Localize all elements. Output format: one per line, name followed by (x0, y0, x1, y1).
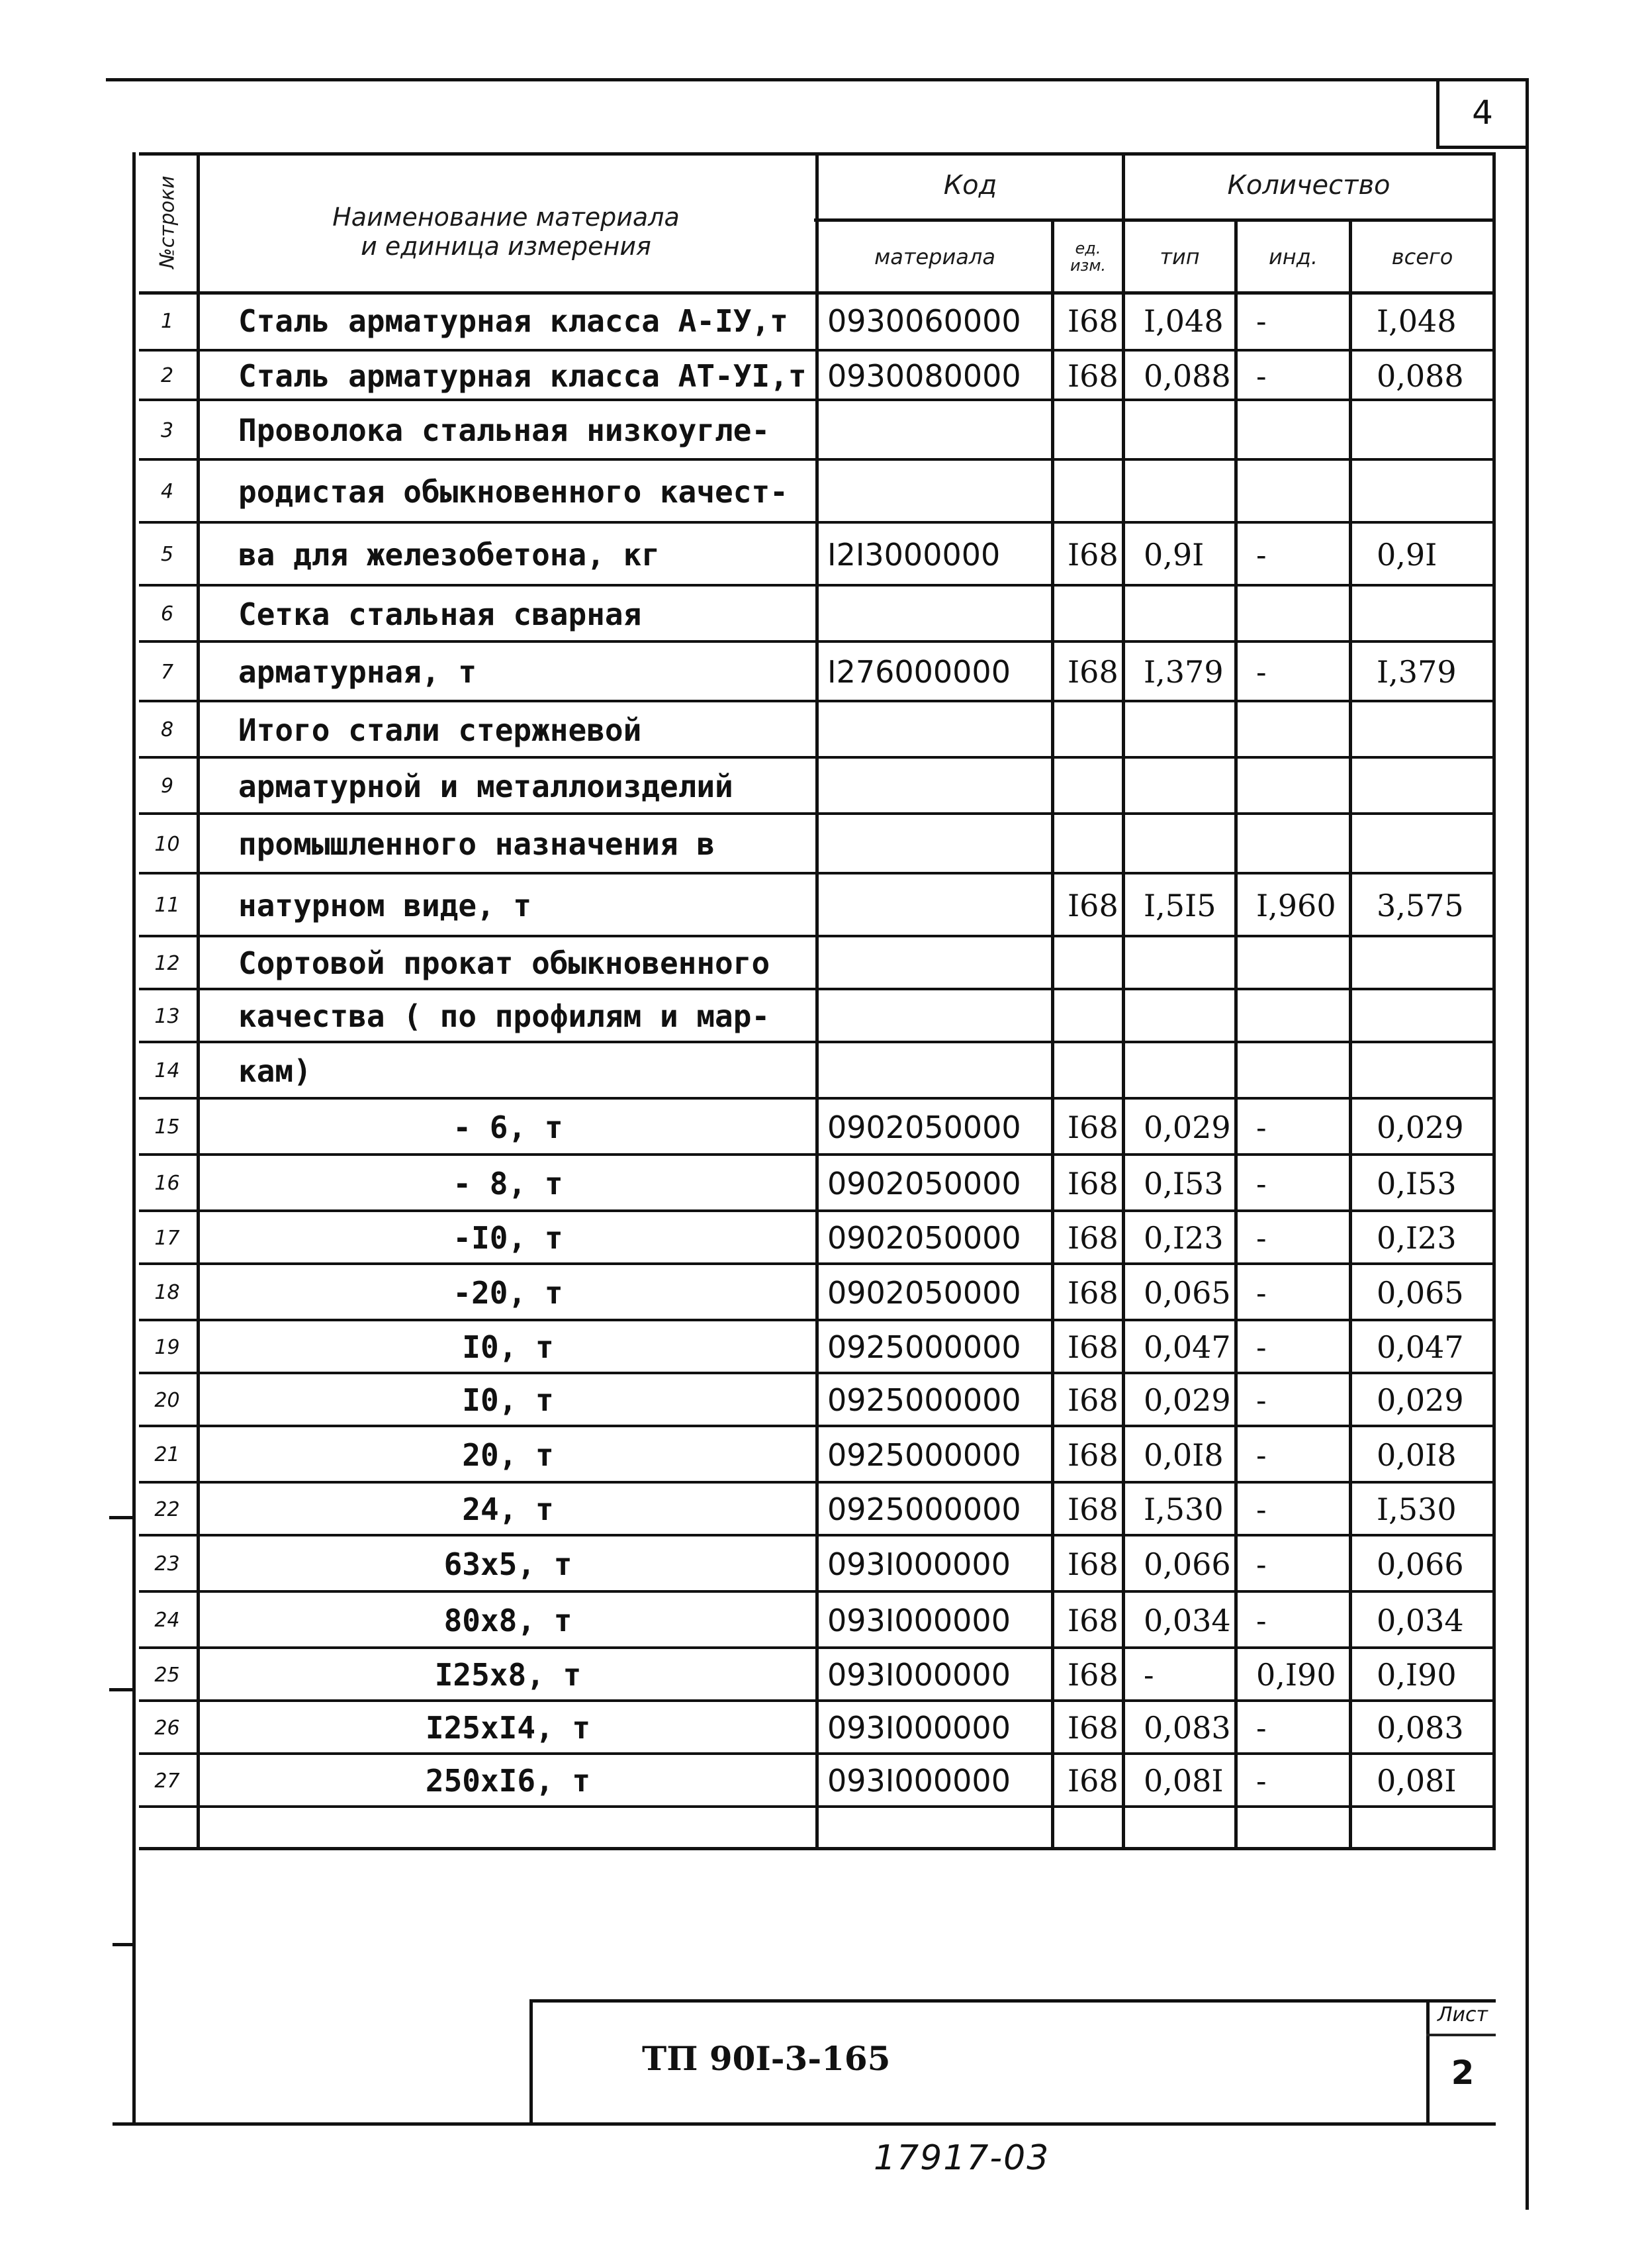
row-qty-total (1363, 460, 1496, 523)
row-qty-ind: - (1256, 1165, 1267, 1202)
row-qty-total (1363, 814, 1496, 874)
row-material-name: качества ( по профилям и мар- (238, 998, 770, 1034)
row-qty-total (1363, 702, 1496, 758)
header-code-group: Код (943, 170, 997, 201)
row-qty-ind: I,960 (1256, 887, 1336, 923)
table-row (139, 874, 1496, 937)
row-number: 8 (160, 718, 174, 741)
row-qty-typ (1138, 460, 1248, 523)
row-material-name: Сортовой прокат обыкновенного (238, 945, 770, 981)
row-qty-typ: 0,034 (1144, 1602, 1231, 1638)
row-material-name: I25xI4, т (425, 1710, 591, 1746)
header-name (200, 179, 812, 285)
row-material-code: 0902050000 (827, 1220, 1021, 1256)
table-row (139, 1374, 1496, 1427)
row-qty-total: 0,047 (1377, 1329, 1464, 1365)
row-number: 17 (154, 1226, 180, 1250)
row-unit-code: I68 (1068, 1546, 1118, 1582)
row-material-name: кам) (238, 1053, 312, 1089)
row-material-name: -20, т (453, 1274, 563, 1311)
table-row (139, 1099, 1496, 1155)
row-qty-total: 0,066 (1377, 1546, 1464, 1582)
table-row (139, 401, 1496, 460)
row-qty-typ: 0,066 (1144, 1546, 1231, 1582)
row-number: 16 (154, 1172, 180, 1195)
row-qty-typ: I,5I5 (1144, 887, 1216, 923)
tick-left-1 (109, 1516, 136, 1519)
row-qty-total: I,379 (1377, 654, 1457, 690)
row-number: 19 (154, 1335, 180, 1359)
row-qty-ind: - (1256, 357, 1267, 394)
row-qty-total: 0,08I (1377, 1763, 1457, 1799)
row-qty-typ: I,530 (1144, 1491, 1224, 1527)
row-qty-typ: 0,029 (1144, 1382, 1231, 1418)
row-number: 5 (160, 543, 174, 566)
row-unit-code: I68 (1068, 1220, 1118, 1256)
row-unit-code: I68 (1068, 536, 1118, 573)
row-material-name: I25x8, т (434, 1657, 582, 1693)
header-qty-total: всего (1391, 244, 1453, 269)
row-qty-ind (1251, 702, 1360, 758)
row-unit-code: I68 (1068, 303, 1118, 339)
row-unit-code: I68 (1068, 1329, 1118, 1365)
row-material-name: 250xI6, т (425, 1763, 591, 1799)
row-qty-typ: 0,0I8 (1144, 1437, 1224, 1473)
row-qty-typ (1138, 1043, 1248, 1099)
row-material-name: - 6, т (453, 1109, 563, 1145)
table-row (139, 1321, 1496, 1374)
row-material-code: I2I3000000 (827, 536, 1001, 573)
table-row (139, 1264, 1496, 1321)
header-name-line1: Наименование материала (332, 203, 680, 232)
row-material-code: 0930080000 (827, 357, 1021, 394)
row-unit-code: I68 (1068, 1763, 1118, 1799)
row-material-code: 0925000000 (827, 1329, 1021, 1365)
row-qty-typ: 0,083 (1144, 1710, 1231, 1746)
row-unit-code: I68 (1068, 654, 1118, 690)
row-qty-typ: 0,047 (1144, 1329, 1231, 1365)
row-qty-typ (1138, 702, 1248, 758)
left-border (132, 152, 136, 2125)
row-qty-total: 0,I90 (1377, 1657, 1457, 1693)
top-border (106, 78, 1529, 81)
row-unit-code: I68 (1068, 1165, 1118, 1202)
row-number: 4 (160, 480, 174, 503)
table-row (139, 702, 1496, 758)
row-unit-code (1062, 401, 1135, 460)
row-qty-ind: - (1256, 1109, 1267, 1145)
table-row (139, 1754, 1496, 1807)
row-material-name: Сталь арматурная класса АТ-УI,т (238, 357, 807, 394)
row-number: 22 (154, 1497, 180, 1521)
row-material-name: I0, т (462, 1382, 554, 1418)
row-qty-ind: - (1256, 1382, 1267, 1418)
row-number: 7 (160, 660, 174, 684)
row-qty-typ: 0,08I (1144, 1763, 1224, 1799)
row-material-code: 0902050000 (827, 1165, 1021, 1202)
row-material-code: 0902050000 (827, 1109, 1021, 1145)
row-unit-code: I68 (1068, 357, 1118, 394)
row-qty-ind: - (1256, 1274, 1267, 1311)
header-code-unit: ед. изм. (1070, 238, 1107, 275)
row-qty-ind: - (1256, 1710, 1267, 1746)
row-number: 11 (154, 894, 180, 917)
row-qty-total (1363, 586, 1496, 642)
row-qty-ind (1251, 814, 1360, 874)
row-material-name: - 8, т (453, 1165, 563, 1202)
corner-box-bottom (1436, 146, 1529, 149)
row-qty-typ: I,379 (1144, 654, 1224, 690)
row-qty-total: 0,I23 (1377, 1220, 1457, 1256)
row-qty-typ (1138, 586, 1248, 642)
row-unit-code: I68 (1068, 1437, 1118, 1473)
row-qty-typ: 0,I23 (1144, 1220, 1224, 1256)
row-number: 1 (160, 309, 174, 333)
row-qty-total (1363, 401, 1496, 460)
row-qty-ind: - (1256, 303, 1267, 339)
header-qty-group: Количество (1227, 170, 1391, 201)
row-number: 26 (154, 1716, 180, 1740)
row-material-code: 093I000000 (827, 1763, 1011, 1799)
header-row-number (139, 152, 197, 291)
row-material-code: I276000000 (827, 654, 1011, 690)
row-qty-total: 3,575 (1377, 887, 1464, 923)
row-unit-code: I68 (1068, 1382, 1118, 1418)
right-border (1526, 78, 1529, 2210)
row-material-name: 24, т (462, 1491, 554, 1527)
row-material-code: 0902050000 (827, 1274, 1021, 1311)
header-qty-typ: тип (1160, 244, 1200, 269)
row-material-code (821, 874, 1059, 937)
row-qty-total: I,048 (1377, 303, 1457, 339)
tick-left-2 (109, 1688, 136, 1691)
table-bottom-line (139, 1847, 1496, 1850)
row-qty-typ: I,048 (1144, 303, 1224, 339)
row-material-name: 20, т (462, 1437, 554, 1473)
row-qty-total: 0,029 (1377, 1109, 1464, 1145)
row-qty-total: 0,0I8 (1377, 1437, 1457, 1473)
row-material-code (821, 758, 1059, 814)
row-number: 3 (160, 418, 174, 442)
table-row (139, 460, 1496, 523)
row-separator (139, 1805, 1496, 1808)
row-qty-typ: 0,029 (1144, 1109, 1231, 1145)
row-qty-typ (1138, 814, 1248, 874)
row-qty-ind: - (1256, 1546, 1267, 1582)
row-material-name: 80x8, т (443, 1602, 572, 1638)
row-qty-typ: 0,088 (1144, 357, 1231, 394)
table-row (139, 1483, 1496, 1536)
stamp-top-line (529, 1999, 1496, 2003)
row-material-code: 0925000000 (827, 1491, 1021, 1527)
row-material-code (821, 990, 1059, 1043)
row-material-code (821, 814, 1059, 874)
row-qty-typ: - (1144, 1657, 1154, 1693)
row-qty-ind (1251, 401, 1360, 460)
row-number: 15 (154, 1115, 180, 1139)
row-qty-ind: - (1256, 536, 1267, 573)
header-code-material: материала (874, 244, 995, 269)
row-qty-ind: - (1256, 1763, 1267, 1799)
table-row (139, 1648, 1496, 1701)
row-unit-code: I68 (1068, 887, 1118, 923)
row-qty-ind: - (1256, 1220, 1267, 1256)
table-row (139, 1701, 1496, 1754)
row-number: 9 (160, 775, 174, 798)
bottom-border (113, 2122, 1496, 2126)
row-unit-code: I68 (1068, 1602, 1118, 1638)
row-qty-ind (1251, 586, 1360, 642)
row-material-name: -I0, т (453, 1220, 563, 1256)
table-row (139, 291, 1496, 351)
row-qty-ind: - (1256, 1491, 1267, 1527)
table-row (139, 523, 1496, 586)
row-number: 25 (154, 1663, 180, 1687)
row-unit-code: I68 (1068, 1710, 1118, 1746)
row-unit-code: I68 (1068, 1274, 1118, 1311)
row-material-code: 0925000000 (827, 1382, 1021, 1418)
row-qty-total: 0,088 (1377, 357, 1464, 394)
row-material-name: Сталь арматурная класса А-IУ,т (238, 303, 788, 339)
row-material-name: Сетка стальная сварная (238, 596, 642, 632)
table-row (139, 351, 1496, 401)
table-row (139, 1155, 1496, 1211)
table-row (139, 642, 1496, 702)
row-qty-total: 0,I53 (1377, 1165, 1457, 1202)
row-number: 2 (160, 364, 174, 387)
row-unit-code (1062, 460, 1135, 523)
row-material-name: натурном виде, т (238, 887, 532, 923)
row-unit-code (1062, 758, 1135, 814)
row-qty-typ: 0,I53 (1144, 1165, 1224, 1202)
row-qty-ind: - (1256, 654, 1267, 690)
row-material-name: родистая обыкновенного качест- (238, 473, 788, 510)
row-material-code: 093I000000 (827, 1657, 1011, 1693)
row-qty-typ (1138, 937, 1248, 990)
row-number: 24 (154, 1609, 180, 1632)
row-qty-total (1363, 758, 1496, 814)
row-material-name: арматурной и металлоизделий (238, 768, 733, 804)
row-material-code: 093I000000 (827, 1546, 1011, 1582)
header-row-number-label: №строки (156, 175, 179, 269)
row-material-code: 0925000000 (827, 1437, 1021, 1473)
row-unit-code (1062, 702, 1135, 758)
row-qty-typ (1138, 990, 1248, 1043)
row-qty-total: 0,029 (1377, 1382, 1464, 1418)
row-number: 27 (154, 1769, 180, 1793)
row-material-code (821, 586, 1059, 642)
table-row (139, 1427, 1496, 1483)
row-material-code (821, 460, 1059, 523)
table-row (139, 814, 1496, 874)
row-qty-total: 0,083 (1377, 1710, 1464, 1746)
row-qty-total: 0,065 (1377, 1274, 1464, 1311)
stamp-left-line (529, 1999, 533, 2122)
table-row (139, 1211, 1496, 1264)
table-row (139, 586, 1496, 642)
row-unit-code (1062, 937, 1135, 990)
row-number: 13 (154, 1004, 180, 1028)
row-qty-typ: 0,9I (1144, 536, 1205, 573)
header-qty-ind: инд. (1268, 244, 1318, 269)
row-number: 12 (154, 951, 180, 975)
row-number: 20 (154, 1388, 180, 1412)
row-qty-ind (1251, 460, 1360, 523)
row-qty-total (1363, 1043, 1496, 1099)
row-qty-total: 0,9I (1377, 536, 1437, 573)
row-material-code (821, 702, 1059, 758)
row-qty-ind: 0,I90 (1256, 1657, 1336, 1693)
row-material-name: Проволока стальная низкоугле- (238, 412, 770, 448)
row-qty-total: I,530 (1377, 1491, 1457, 1527)
row-number: 18 (154, 1281, 180, 1304)
row-qty-ind (1251, 758, 1360, 814)
row-material-code (821, 401, 1059, 460)
row-material-code (821, 937, 1059, 990)
row-material-name: арматурная, т (238, 654, 477, 690)
row-unit-code (1062, 814, 1135, 874)
table-row (139, 758, 1496, 814)
row-material-code (821, 1043, 1059, 1099)
table-row (139, 937, 1496, 990)
row-material-name: промышленного назначения в (238, 826, 715, 862)
row-qty-typ: 0,065 (1144, 1274, 1231, 1311)
row-qty-ind (1251, 937, 1360, 990)
inventory-number: 17917-03 (874, 2138, 1050, 2178)
row-material-name: Итого стали стержневой (238, 712, 642, 748)
sheet-number: 2 (1451, 2054, 1475, 2092)
table-row (139, 1536, 1496, 1592)
row-qty-ind: - (1256, 1602, 1267, 1638)
row-unit-code (1062, 990, 1135, 1043)
row-material-code: 093I000000 (827, 1710, 1011, 1746)
row-qty-ind: - (1256, 1329, 1267, 1365)
corner-page-number: 4 (1472, 93, 1493, 132)
row-material-code: 093I000000 (827, 1602, 1011, 1638)
row-material-name: I0, т (462, 1329, 554, 1365)
row-unit-code (1062, 586, 1135, 642)
row-qty-typ (1138, 401, 1248, 460)
table-row (139, 1592, 1496, 1648)
header-name-line2: и единица измерения (361, 232, 651, 261)
row-number: 10 (154, 832, 180, 856)
row-material-name: ва для железобетона, кг (238, 536, 660, 573)
row-qty-ind: - (1256, 1437, 1267, 1473)
row-qty-typ (1138, 758, 1248, 814)
row-unit-code: I68 (1068, 1491, 1118, 1527)
row-number: 14 (154, 1059, 180, 1082)
row-qty-total: 0,034 (1377, 1602, 1464, 1638)
row-qty-ind (1251, 1043, 1360, 1099)
row-qty-total (1363, 937, 1496, 990)
sheet-label: Лист (1437, 2003, 1488, 2026)
row-material-name: 63x5, т (443, 1546, 572, 1582)
row-qty-total (1363, 990, 1496, 1043)
tick-left-3 (113, 1943, 132, 1946)
stamp-sheet-label-line (1426, 2034, 1496, 2036)
row-unit-code: I68 (1068, 1657, 1118, 1693)
row-material-code: 0930060000 (827, 303, 1021, 339)
row-number: 6 (160, 602, 174, 626)
row-number: 21 (154, 1443, 180, 1466)
document-code: ТП 90I-3-165 (642, 2039, 891, 2078)
table-row (139, 990, 1496, 1043)
row-number: 23 (154, 1552, 180, 1576)
row-unit-code: I68 (1068, 1109, 1118, 1145)
row-qty-ind (1251, 990, 1360, 1043)
table-row (139, 1043, 1496, 1099)
title-stamp (529, 1999, 1496, 2118)
row-unit-code (1062, 1043, 1135, 1099)
